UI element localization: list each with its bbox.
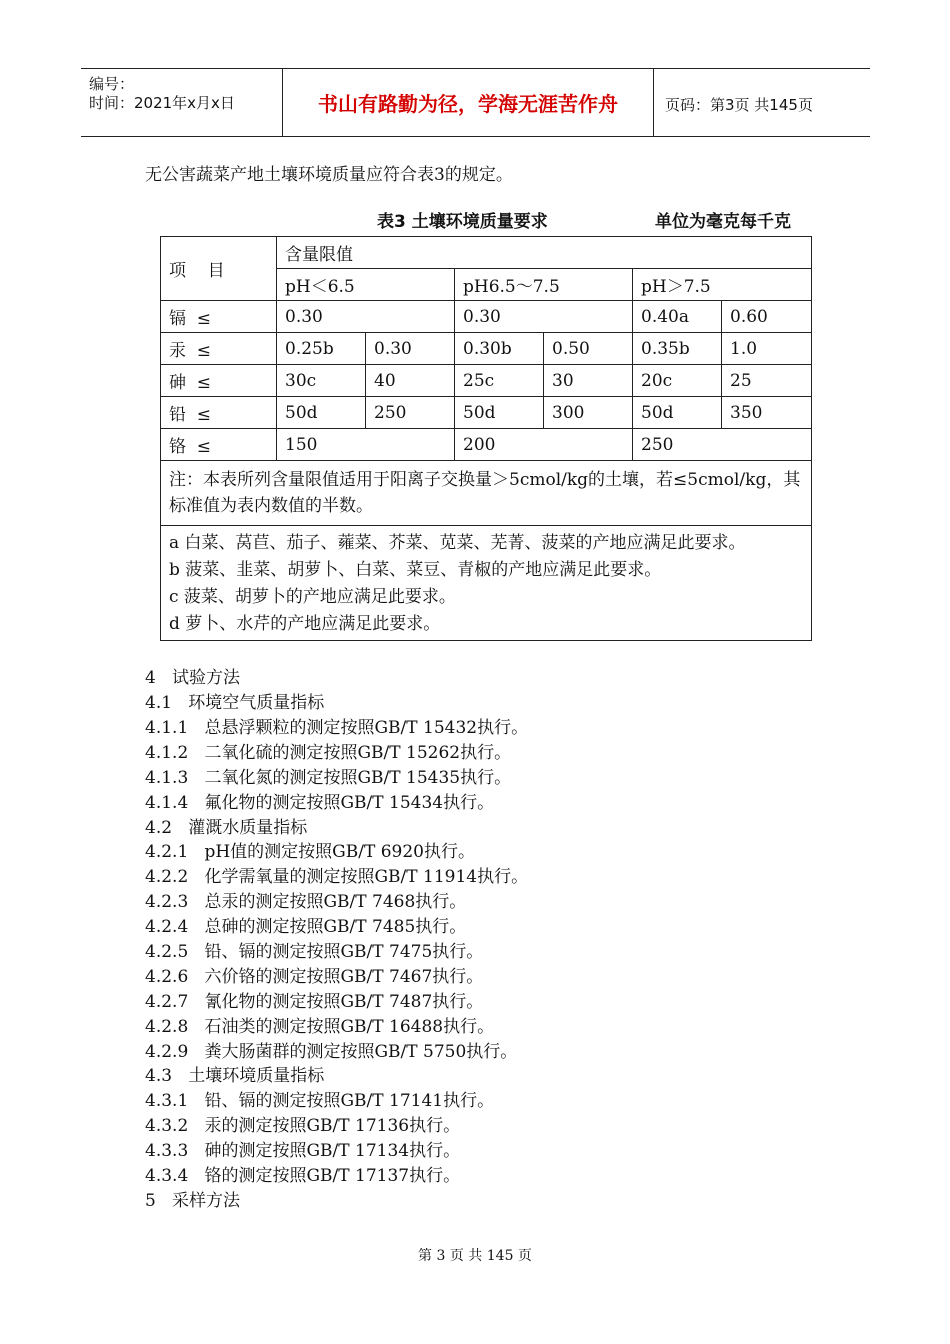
table-cell: 25 (722, 365, 812, 397)
row-item: 铅 ≤ (161, 397, 277, 429)
table-cell: 300 (544, 397, 633, 429)
table-cell: 0.60 (722, 301, 812, 333)
section-item: 4.1.3 二氧化氮的测定按照GB/T 15435执行。 (145, 768, 512, 788)
section-item: 4.2.4 总砷的测定按照GB/T 7485执行。 (145, 917, 467, 937)
footnote-c: c 菠菜、胡萝卜的产地应满足此要求。 (169, 587, 456, 607)
row-item: 汞 ≤ (161, 333, 277, 365)
row-item: 砷 ≤ (161, 365, 277, 397)
table-cell: 50d (277, 397, 366, 429)
section-item: 4.1.2 二氧化硫的测定按照GB/T 15262执行。 (145, 743, 512, 763)
table-row (161, 397, 812, 429)
section-item: 4.2.7 氰化物的测定按照GB/T 7487执行。 (145, 992, 484, 1012)
table-row (161, 333, 812, 365)
table-row (161, 301, 812, 333)
document-number: 编号： (89, 75, 135, 93)
row-item: 铬 ≤ (161, 429, 277, 461)
section-heading: 5 采样方法 (145, 1191, 241, 1211)
section-heading: 4 试验方法 (145, 668, 241, 688)
table-cell: 0.30 (455, 301, 633, 333)
header-meta (81, 69, 283, 136)
header-motto: 书山有路勤为径，学海无涯苦作舟 (283, 69, 654, 136)
item-header: 项 目 (161, 237, 277, 301)
table-row (161, 365, 812, 397)
table-cell: 250 (633, 429, 812, 461)
table-cell: 25c (455, 365, 544, 397)
section-item: 4.2.8 石油类的测定按照GB/T 16488执行。 (145, 1017, 495, 1037)
table-cell: 0.25b (277, 333, 366, 365)
table-cell: 0.50 (544, 333, 633, 365)
section-heading: 4.2 灌溉水质量指标 (145, 818, 308, 838)
section-item: 4.1.1 总悬浮颗粒的测定按照GB/T 15432执行。 (145, 718, 529, 738)
table-cell: 20c (633, 365, 722, 397)
table-cell: 1.0 (722, 333, 812, 365)
table-cell: 30 (544, 365, 633, 397)
table-row (161, 429, 812, 461)
footnote-a: a 白菜、莴苣、茄子、蕹菜、芥菜、苋菜、芜菁、菠菜的产地应满足此要求。 (169, 533, 746, 553)
limit-header: 含量限值 (277, 237, 812, 269)
table-cell: 250 (366, 397, 455, 429)
page-footer: 第 3 页 共 145 页 (418, 1248, 532, 1264)
intro-paragraph: 无公害蔬菜产地土壤环境质量应符合表3的规定。 (145, 165, 513, 185)
section-item: 4.3.3 砷的测定按照GB/T 17134执行。 (145, 1141, 461, 1161)
table-cell: 200 (455, 429, 633, 461)
section-heading: 4.1 环境空气质量指标 (145, 693, 325, 713)
table-caption: 表3 土壤环境质量要求 (377, 212, 548, 232)
section-item: 4.3.4 铬的测定按照GB/T 17137执行。 (145, 1166, 461, 1186)
table-cell: 0.30 (366, 333, 455, 365)
section-item: 4.2.9 粪大肠菌群的测定按照GB/T 5750执行。 (145, 1042, 518, 1062)
table-cell: 30c (277, 365, 366, 397)
table-unit: 单位为毫克每千克 (655, 212, 791, 232)
table-cell: 0.35b (633, 333, 722, 365)
section-heading: 4.3 土壤环境质量指标 (145, 1066, 325, 1086)
section-item: 4.1.4 氟化物的测定按照GB/T 15434执行。 (145, 793, 495, 813)
table-cell: 350 (722, 397, 812, 429)
section-item: 4.2.1 pH值的测定按照GB/T 6920执行。 (145, 842, 475, 862)
section-item: 4.2.3 总汞的测定按照GB/T 7468执行。 (145, 892, 467, 912)
section-item: 4.3.1 铅、镉的测定按照GB/T 17141执行。 (145, 1091, 495, 1111)
table-cell: 0.30 (277, 301, 455, 333)
table-note-row (161, 461, 812, 526)
table-cell: 0.30b (455, 333, 544, 365)
page-header (81, 68, 870, 137)
table-cell: 40 (366, 365, 455, 397)
table-cell: 50d (633, 397, 722, 429)
footnote-b: b 菠菜、韭菜、胡萝卜、白菜、菜豆、青椒的产地应满足此要求。 (169, 560, 662, 580)
section-item: 4.2.6 六价铬的测定按照GB/T 7467执行。 (145, 967, 484, 987)
table-footnotes (161, 526, 812, 641)
section-item: 4.2.2 化学需氧量的测定按照GB/T 11914执行。 (145, 867, 529, 887)
ph-header: pH＜6.5 (277, 269, 455, 301)
section-item: 4.2.5 铅、镉的测定按照GB/T 7475执行。 (145, 942, 484, 962)
footnote-d: d 萝卜、水芹的产地应满足此要求。 (169, 614, 441, 634)
ph-header: pH＞7.5 (633, 269, 812, 301)
table-cell: 150 (277, 429, 455, 461)
header-page-number: 页码：第3页 共145页 (665, 96, 813, 114)
table-cell: 0.40a (633, 301, 722, 333)
document-date: 时间：2021年x月x日 (89, 94, 235, 112)
ph-header: pH6.5～7.5 (455, 269, 633, 301)
table-header-row (161, 237, 812, 269)
soil-quality-table (160, 236, 812, 641)
table-note: 注：本表所列含量限值适用于阳离子交换量＞5cmol/kg的土壤，若≤5cmol/kg，其标准值为表内数值的半数。 (161, 461, 812, 526)
row-item: 镉 ≤ (161, 301, 277, 333)
section-item: 4.3.2 汞的测定按照GB/T 17136执行。 (145, 1116, 461, 1136)
table-cell: 50d (455, 397, 544, 429)
table-footnotes-row (161, 526, 812, 641)
